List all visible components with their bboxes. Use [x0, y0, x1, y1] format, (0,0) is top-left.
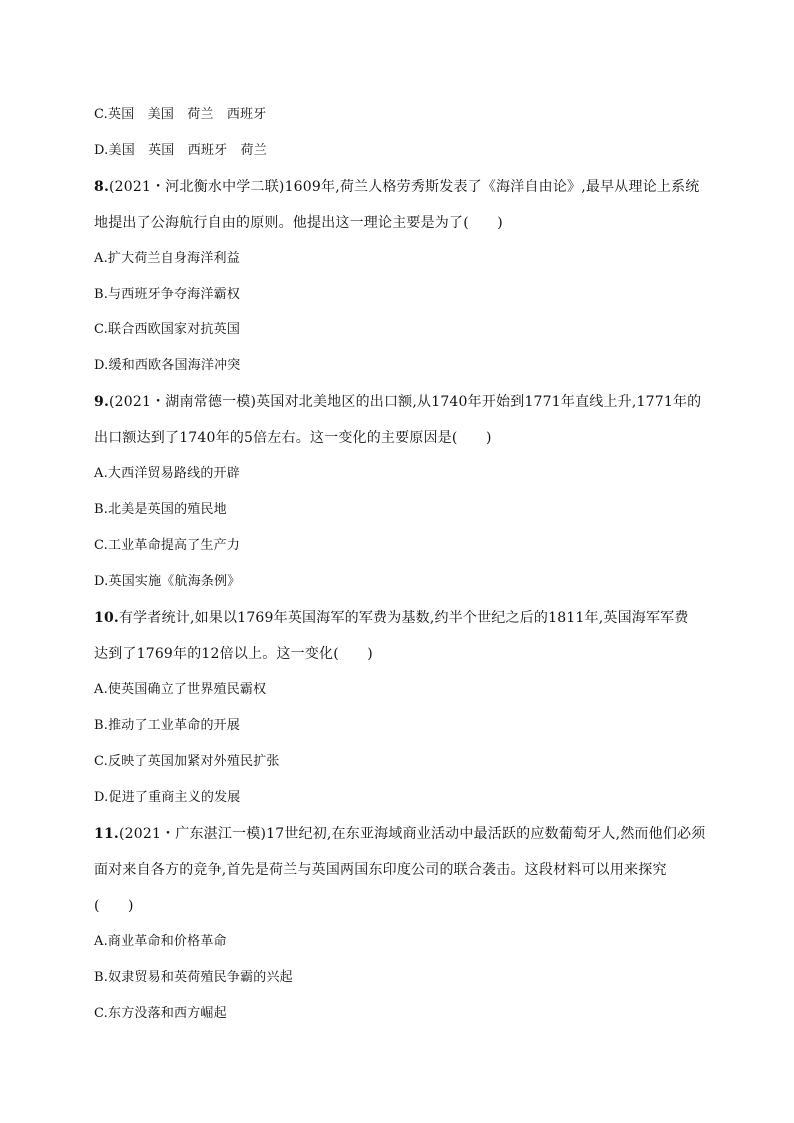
question-8-stem [94, 177, 714, 197]
question-10-stem [94, 608, 714, 628]
q10-option-a: A.使英国确立了世界殖民霸权 [94, 682, 267, 697]
q8-option-d: D.缓和西欧各国海洋冲突 [94, 358, 241, 373]
question-11-number: 11. [94, 826, 119, 842]
q9-option-a: A.大西洋贸易路线的开辟 [94, 466, 240, 481]
question-8-text: (2021・河北衡水中学二联)1609年,荷兰人格劳秀斯发表了《海洋自由论》,最早从理论上系统 [109, 179, 700, 195]
q11-option-b: B.奴隶贸易和英荷殖民争霸的兴起 [94, 970, 293, 985]
question-11-stem [94, 824, 714, 844]
q10-option-c: C.反映了英国加紧对外殖民扩张 [94, 754, 280, 769]
q11-option-a: A.商业革命和价格革命 [94, 934, 227, 949]
q9-option-d: D.英国实施《航海条例》 [94, 574, 241, 589]
question-9-text: (2021・湖南常德一模)英国对北美地区的出口额,从1740年开始到1771年直线上升,1771年的 [109, 394, 702, 410]
question-9-stem [94, 392, 714, 412]
question-10-stem-continued: 达到了1769年的12倍以上。这一变化( ) [94, 646, 373, 662]
question-11-stem-continued: 面对来自各方的竞争,首先是荷兰与英国两国东印度公司的联合袭击。这段材料可以用来探究 [94, 862, 667, 878]
q8-option-c: C.联合西欧国家对抗英国 [94, 322, 241, 337]
question-10-number: 10. [94, 610, 119, 626]
question-8-stem-continued: 地提出了公海航行自由的原则。他提出这一理论主要是为了( ) [94, 215, 503, 231]
q10-option-b: B.推动了工业革命的开展 [94, 718, 241, 733]
question-10-text: 有学者统计,如果以1769年英国海军的军费为基数,约半个世纪之后的1811年,英国海军军费 [118, 610, 689, 626]
q9-option-c: C.工业革命提高了生产力 [94, 538, 241, 553]
question-9-number: 9. [94, 394, 110, 410]
q11-option-c: C.东方没落和西方崛起 [94, 1006, 227, 1021]
q7-option-d: D.美国 英国 西班牙 荷兰 [94, 143, 267, 158]
q7-option-c: C.英国 美国 荷兰 西班牙 [94, 107, 267, 122]
question-8-number: 8. [94, 179, 110, 195]
q8-option-a: A.扩大荷兰自身海洋利益 [94, 251, 240, 266]
question-11-text: (2021・广东湛江一模)17世纪初,在东亚海域商业活动中最活跃的应数葡萄牙人,然而他们必须 [118, 826, 706, 842]
q8-option-b: B.与西班牙争夺海洋霸权 [94, 287, 241, 302]
question-11-answer-bracket: ( ) [94, 898, 134, 914]
q10-option-d: D.促进了重商主义的发展 [94, 790, 241, 805]
q9-option-b: B.北美是英国的殖民地 [94, 502, 227, 517]
question-9-stem-continued: 出口额达到了1740年的5倍左右。这一变化的主要原因是( ) [94, 430, 492, 446]
